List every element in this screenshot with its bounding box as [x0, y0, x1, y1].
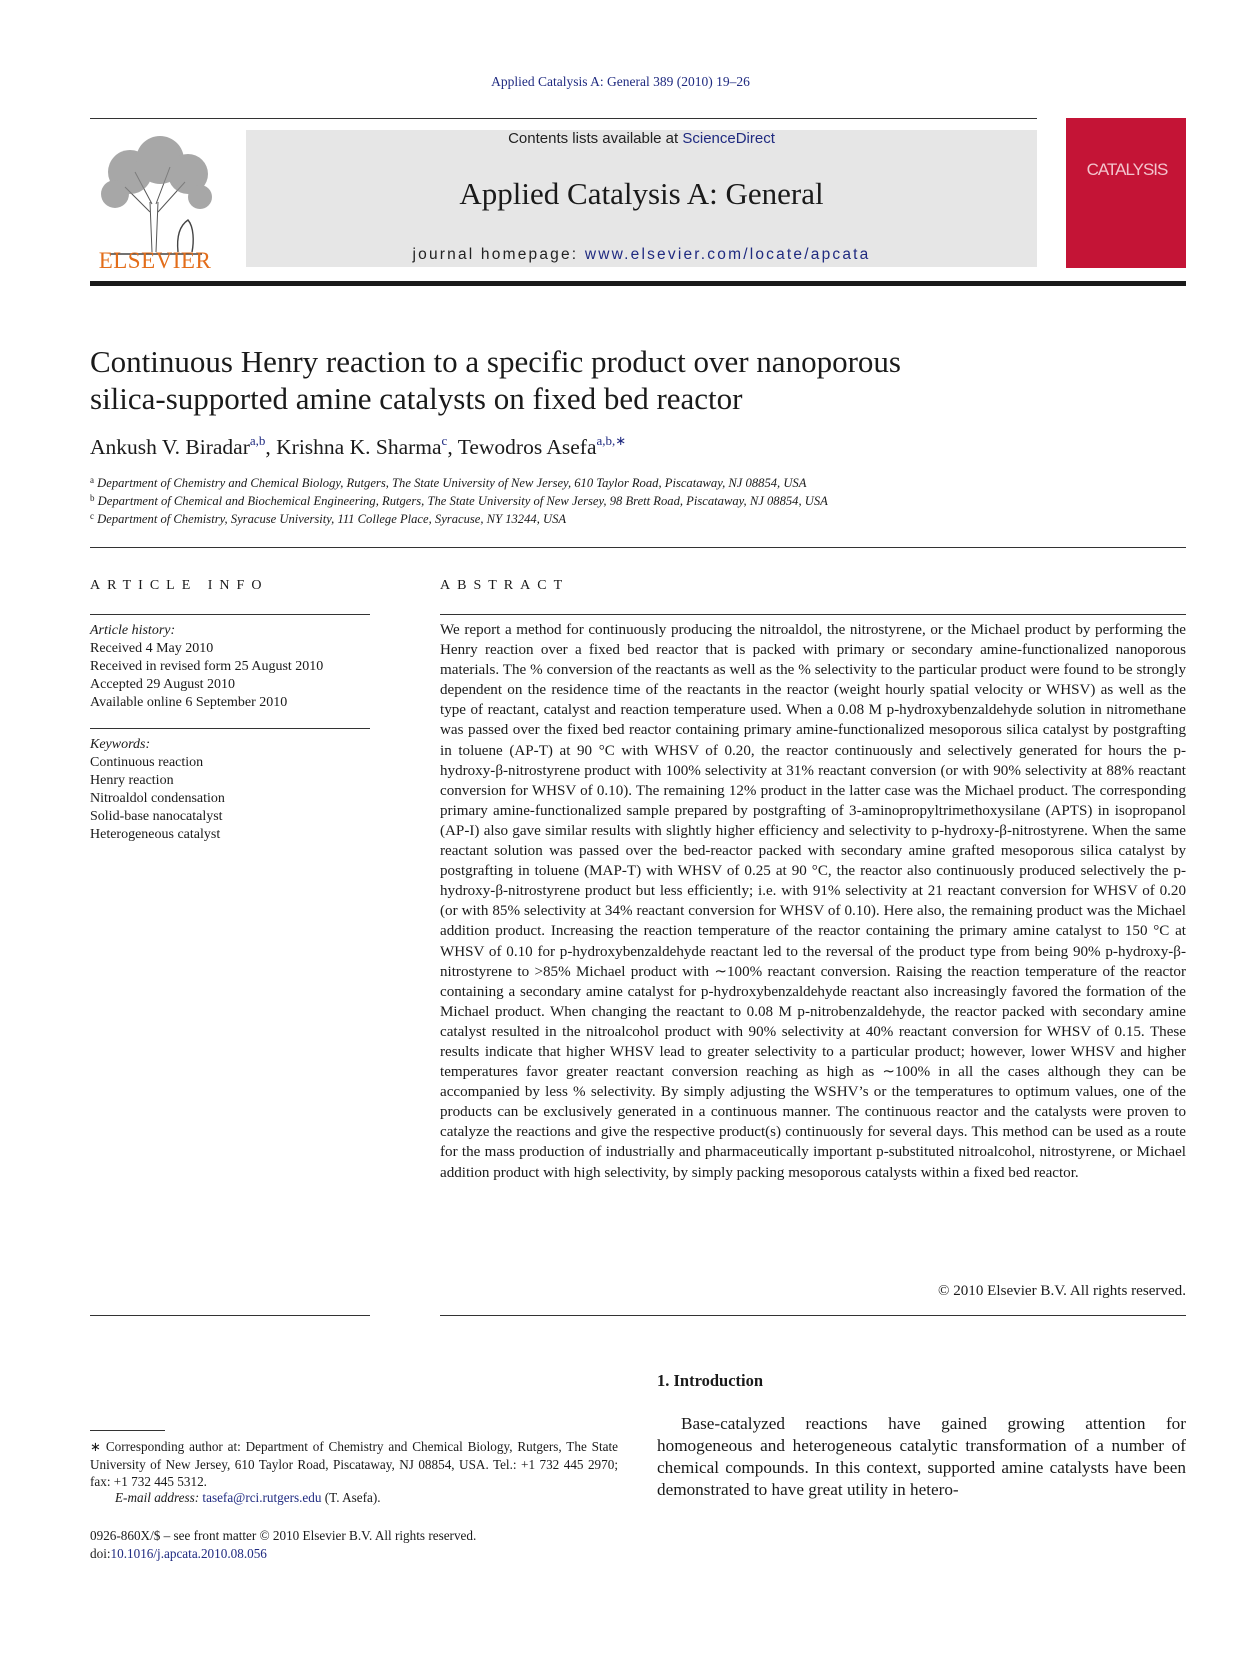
header-rule: [90, 118, 1037, 119]
author-affil-mark[interactable]: a,b,∗: [596, 433, 627, 448]
contents-line: [246, 130, 1037, 147]
journal-cover-image[interactable]: [1066, 118, 1186, 268]
abstract-copyright: © 2010 Elsevier B.V. All rights reserved.: [937, 1283, 1186, 1299]
author-name: Krishna K. Sharma: [276, 435, 442, 459]
article-info-rule: [90, 614, 370, 615]
journal-title: Applied Catalysis A: General: [459, 176, 824, 211]
affiliation-text: Department of Chemical and Biochemical Engineering, Rutgers, The State University of New Jersey, 98 Brett Road, Piscataway, NJ 08854, USA: [97, 494, 828, 508]
keyword-item: Nitroaldol condensation: [90, 791, 225, 806]
homepage-prefix: journal homepage:: [412, 246, 585, 263]
email-label: E-mail address:: [115, 1490, 203, 1505]
elsevier-wordmark: ELSEVIER: [98, 248, 212, 273]
affiliation-text: Department of Chemistry and Chemical Biology, Rutgers, The State University of New Jersey, 610 Taylor Road, Piscataway, NJ 08854, USA: [97, 476, 807, 490]
affiliation-text: Department of Chemistry, Syracuse University, 111 College Place, Syracuse, NY 13244, USA: [97, 512, 567, 526]
introduction-heading: 1. Introduction: [657, 1371, 764, 1390]
article-info-rule: [90, 728, 370, 729]
article-info-heading: ARTICLE INFO: [90, 578, 269, 593]
abstract-rule: [440, 1315, 1186, 1316]
author-affil-mark[interactable]: a,b: [249, 433, 266, 448]
issn-line: 0926-860X/$ – see front matter © 2010 Elsevier B.V. All rights reserved.: [90, 1528, 477, 1543]
author-list: Ankush V. Biradar$^{a,b}$, Krishna K. Sharma$^c$, Tewodros Asefa$^{a,b,∗}$: [90, 433, 627, 459]
affiliation: [90, 511, 1180, 527]
keywords: [90, 736, 380, 844]
section-rule: [90, 547, 1186, 548]
article-history: [90, 622, 380, 712]
history-item: Received in revised form 25 August 2010: [90, 659, 324, 674]
affiliation-mark: b: [90, 493, 95, 503]
corresponding-author-note: ∗ Corresponding author at: Department of Chemistry and Chemical Biology, Rutgers, The State University of New Jersey, 610 Taylor Road, Piscataway, NJ 08854, USA. Tel.: +1 732 445 2970; fax: +1 732 445 5312.: [90, 1439, 618, 1489]
affiliation-mark: c: [90, 511, 94, 521]
journal-homepage: [246, 246, 1037, 264]
email-note: [115, 1490, 615, 1506]
history-label: Article history:: [90, 623, 176, 638]
affiliation: [90, 475, 1180, 491]
introduction-body: [657, 1413, 1186, 1501]
contents-prefix: Contents lists available at: [508, 130, 683, 147]
article-title: [90, 343, 1090, 417]
cover-title: CATALYSIS: [1086, 160, 1168, 179]
header-thick-rule: [90, 281, 1186, 286]
keyword-item: Solid-base nanocatalyst: [90, 809, 223, 824]
sciencedirect-link[interactable]: ScienceDirect: [682, 130, 775, 147]
footnote-rule: [90, 1430, 165, 1431]
doi-link[interactable]: 10.1016/j.apcata.2010.08.056: [110, 1546, 267, 1561]
email-link[interactable]: tasefa@rci.rutgers.edu: [202, 1490, 322, 1505]
journal-citation[interactable]: Applied Catalysis A: General 389 (2010) 19–26: [491, 74, 750, 89]
homepage-link[interactable]: www.elsevier.com/locate/apcata: [584, 246, 871, 263]
history-item: Available online 6 September 2010: [90, 695, 288, 710]
affiliation: [90, 493, 1180, 509]
keyword-item: Continuous reaction: [90, 755, 204, 770]
history-item: Received 4 May 2010: [90, 641, 214, 656]
author-name: Ankush V. Biradar: [90, 435, 250, 459]
abstract-heading: ABSTRACT: [440, 578, 570, 593]
abstract-rule: [440, 614, 1186, 615]
author-affil-mark[interactable]: c: [441, 433, 448, 448]
email-suffix: (T. Asefa).: [321, 1490, 381, 1505]
title-line-1: Continuous Henry reaction to a specific product over nanoporous: [90, 344, 901, 379]
abstract-text: We report a method for continuously producing the nitroaldol, the nitrostyrene, or the Michael product by performing the Henry reaction over a fixed bed reactor that is packed with primary or secondary amine-functionalized nanoporous materials. The % conversion of the reactants as well as the % selectivity to the particular product were found to be strongly dependent on the residence time of the reactants in the reactor (weight hourly spatial velocity or WHSV) as well as the type of reactant, catalyst and reaction temperature used. When a 0.08 M p-hydroxybenzaldehyde solution in nitromethane was passed over the fixed bed reactor containing primary amine-functionalized mesoporous silica catalyst by postgrafting in toluene (AP-T) at 90 °C with WHSV of 0.20, the reactor continuously and selectively generated for hours the p-hydroxy-β-nitrostyrene product with 100% selectivity at 31% reactant conversion (or with 90% selectivity at 88% reactant conversion for WHSV of 0.10). The remaining 12% product in the latter case was the Michael product. The corresponding primary amine-functionalized sample prepared by postgrafting of 3-aminopropyltrimethoxysilane (APTS) in isopropanol (AP-I) also gave similar results with slightly higher efficiency and selectivity to p-hydroxy-β-nitrostyrene. When the same reactant solution was passed over the bed-reactor packed with secondary amine grafted mesoporous silica catalyst by postgrafting in toluene (MAP-T) with WHSV of 0.25 at 90 °C, the reactor also continuously produced selectively the p-hydroxy-β-nitrostyrene product but less efficiently; i.e. with 91% selectivity at 21 reactant conversion for WHSV of 0.20 (or with 85% selectivity at 34% reactant conversion for WHSV of 0.10). Here also, the remaining product was the Michael addition product. Increasing the reaction temperature of the reactor containing the primary amine catalyst to 150 °C at WHSV of 0.10 for p-hydroxybenzaldehyde reactant led to the reversal of the product type from being 90% p-hydroxy-β-nitrostyrene to >85% Michael product with ∼100% reactant conversion. Raising the reaction temperature of the reactor containing a secondary amine catalyst for p-hydroxybenzaldehyde reactant also increasingly favored the formation of the Michael product. When changing the reactant to 0.08 M p-nitrobenzaldehyde, the reactor packed with secondary amine catalyst resulted in the nitroalcohol product with 90% selectivity at 40% reactant conversion for WHSV of 0.15. These results indicate that higher WHSV lead to greater selectivity to a particular product; however, lower WHSV and higher temperatures favor greater reactant conversion reaching as high as ∼100% in all the cases although they can be accompanied by less % selectivity. By simply adjusting the WSHV’s or the temperatures to optimum values, one of the products can be exclusively generated in a continuous manner. The continuous reactor and the catalysts were proven to catalyze the reactions and give the respective product(s) continuously for several days. This method can be used as a route for the mass production of industrially and pharmaceutically important p-substituted nitroalcohol, nitrostyrene, or Michael addition product with high selectivity, by simply packing mesoporous catalysts within a fixed bed reactor.: [440, 622, 1186, 1181]
article-info-rule: [90, 1315, 370, 1316]
author-name: Tewodros Asefa: [457, 435, 597, 459]
history-item: Accepted 29 August 2010: [90, 677, 236, 692]
affiliation-mark: a: [90, 475, 94, 485]
keyword-item: Henry reaction: [90, 773, 174, 788]
keyword-item: Heterogeneous catalyst: [90, 827, 221, 842]
keywords-label: Keywords:: [90, 737, 151, 752]
title-line-2: silica-supported amine catalysts on fixed bed reactor: [90, 381, 743, 416]
doi-prefix: doi:: [90, 1546, 111, 1561]
introduction-paragraph: Base-catalyzed reactions have gained growing attention for homogeneous and heterogeneous catalytic transformation of a number of chemical compounds. In this context, supported amine catalysts have been demonstrated to have great utility in hetero-: [657, 1414, 1186, 1499]
issn-block: [90, 1527, 630, 1563]
